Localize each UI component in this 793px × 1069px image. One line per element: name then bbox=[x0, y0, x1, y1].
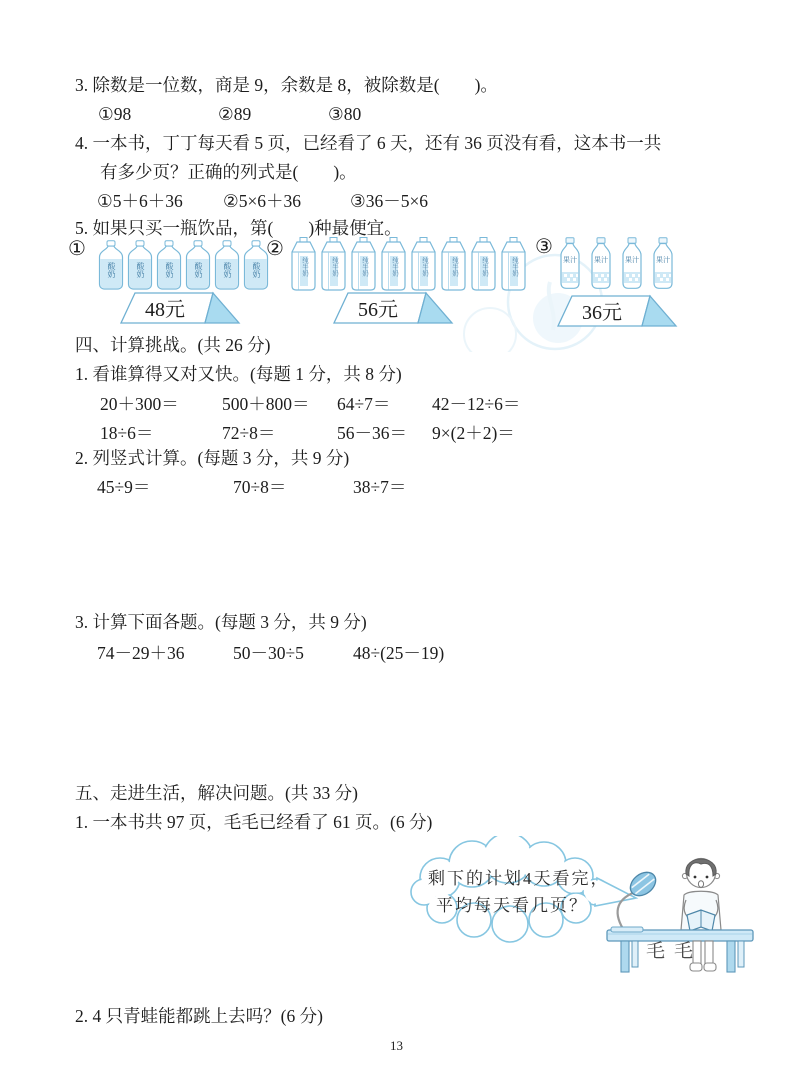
yogurt-label: 酸奶 bbox=[107, 262, 116, 278]
yogurt-label: 酸奶 bbox=[136, 262, 145, 278]
price-tag-2-label: 56元 bbox=[358, 299, 398, 321]
juice-label: 果汁 bbox=[563, 256, 577, 264]
calc-item: 64÷7＝ bbox=[337, 394, 391, 414]
lamp-icon bbox=[626, 868, 660, 901]
juice-label: 果汁 bbox=[594, 256, 608, 264]
calc-item: 9×(2＋2)＝ bbox=[432, 423, 515, 443]
juice-bottle-icon bbox=[620, 237, 644, 289]
milk-label: 纯牛奶 bbox=[331, 257, 338, 277]
yogurt-bottle-icon bbox=[98, 240, 124, 290]
juice-bottle-icon bbox=[651, 237, 675, 289]
question-3-option-1: ①98 bbox=[98, 104, 132, 124]
calc-item: 48÷(25－19) bbox=[353, 643, 445, 663]
yogurt-bottle-icon bbox=[127, 240, 153, 290]
yogurt-bottle-icon bbox=[156, 240, 182, 290]
drink-group-2-marker: ② bbox=[266, 238, 284, 260]
calc-item: 20＋300＝ bbox=[100, 394, 179, 414]
milk-carton-icon bbox=[290, 236, 317, 291]
question-5-text: 5. 如果只买一瓶饮品，第( )种最便宜。 bbox=[75, 218, 402, 238]
milk-label: 纯牛奶 bbox=[451, 257, 458, 277]
juice-bottle-icon bbox=[558, 237, 582, 289]
drink-group-1-marker: ① bbox=[68, 238, 86, 260]
calc-item: 18÷6＝ bbox=[100, 423, 154, 443]
section-4-part-1-title: 1. 看谁算得又对又快。(每题 1 分，共 8 分) bbox=[75, 364, 402, 384]
milk-label: 纯牛奶 bbox=[361, 257, 368, 277]
speech-bubble-line2: 平均每天看几页？ bbox=[436, 896, 588, 915]
page-number: 13 bbox=[390, 1038, 403, 1053]
juice-bottle-icon bbox=[589, 237, 613, 289]
question-3-text: 3. 除数是一位数，商是 9，余数是 8，被除数是( )。 bbox=[75, 75, 498, 95]
section-5-question-1-text: 1. 一本书共 97 页，毛毛已经看了 61 页。(6 分) bbox=[75, 812, 433, 832]
milk-carton-icon bbox=[350, 236, 377, 291]
yogurt-label: 酸奶 bbox=[252, 262, 261, 278]
calc-item: 45÷9＝ bbox=[97, 477, 151, 497]
juice-label: 果汁 bbox=[625, 256, 639, 264]
drinks-row-milk bbox=[290, 236, 527, 291]
question-3-option-2: ②89 bbox=[218, 104, 252, 124]
yogurt-label: 酸奶 bbox=[194, 262, 203, 278]
milk-carton-icon bbox=[500, 236, 527, 291]
drinks-row-juice bbox=[558, 237, 675, 289]
drinks-row-yogurt bbox=[98, 240, 269, 290]
milk-carton-icon bbox=[380, 236, 407, 291]
yogurt-bottle-icon bbox=[185, 240, 211, 290]
calc-item: 50－30÷5 bbox=[233, 643, 304, 663]
yogurt-label: 酸奶 bbox=[223, 262, 232, 278]
price-tag-1-label: 48元 bbox=[145, 299, 185, 321]
question-4-line1: 4. 一本书，丁丁每天看 5 页，已经看了 6 天，还有 36 页没有看，这本书一共 bbox=[75, 133, 662, 153]
drink-group-3-marker: ③ bbox=[535, 236, 553, 258]
section-5-question-2-text: 2. 4 只青蛙能都跳上去吗？(6 分) bbox=[75, 1006, 323, 1026]
calc-item: 70÷8＝ bbox=[233, 477, 287, 497]
question-4-option-3: ③36－5×6 bbox=[350, 191, 429, 211]
calc-item: 56－36＝ bbox=[337, 423, 407, 443]
question-4-line2: 有多少页？正确的列式是( )。 bbox=[100, 162, 357, 182]
question-4-option-1: ①5＋6＋36 bbox=[97, 191, 183, 211]
question-3-option-3: ③80 bbox=[328, 104, 362, 124]
milk-label: 纯牛奶 bbox=[301, 257, 308, 277]
milk-label: 纯牛奶 bbox=[511, 257, 518, 277]
speech-bubble-line1: 剩下的计划4天看完， bbox=[428, 869, 610, 888]
milk-label: 纯牛奶 bbox=[421, 257, 428, 277]
milk-carton-icon bbox=[470, 236, 497, 291]
yogurt-bottle-icon bbox=[214, 240, 240, 290]
calc-item: 500＋800＝ bbox=[222, 394, 310, 414]
character-name-label: 毛毛 bbox=[646, 941, 703, 962]
juice-label: 果汁 bbox=[656, 256, 670, 264]
milk-carton-icon bbox=[440, 236, 467, 291]
milk-label: 纯牛奶 bbox=[481, 257, 488, 277]
calc-item: 38÷7＝ bbox=[353, 477, 407, 497]
price-tag-1 bbox=[115, 288, 247, 328]
calc-item: 72÷8＝ bbox=[222, 423, 276, 443]
section-4-part-3-title: 3. 计算下面各题。(每题 3 分，共 9 分) bbox=[75, 612, 367, 632]
milk-label: 纯牛奶 bbox=[391, 257, 398, 277]
milk-carton-icon bbox=[410, 236, 437, 291]
question-4-option-2: ②5×6＋36 bbox=[223, 191, 302, 211]
section-4-heading: 四、计算挑战。(共 26 分) bbox=[75, 335, 271, 355]
calc-item: 74－29＋36 bbox=[97, 643, 185, 663]
section-5-heading: 五、走进生活，解决问题。(共 33 分) bbox=[75, 783, 358, 803]
price-tag-3 bbox=[552, 291, 684, 331]
milk-carton-icon bbox=[320, 236, 347, 291]
section-4-part-2-title: 2. 列竖式计算。(每题 3 分，共 9 分) bbox=[75, 448, 350, 468]
yogurt-label: 酸奶 bbox=[165, 262, 174, 278]
calc-item: 42－12÷6＝ bbox=[432, 394, 521, 414]
price-tag-3-label: 36元 bbox=[582, 302, 622, 324]
price-tag-2 bbox=[328, 288, 460, 328]
